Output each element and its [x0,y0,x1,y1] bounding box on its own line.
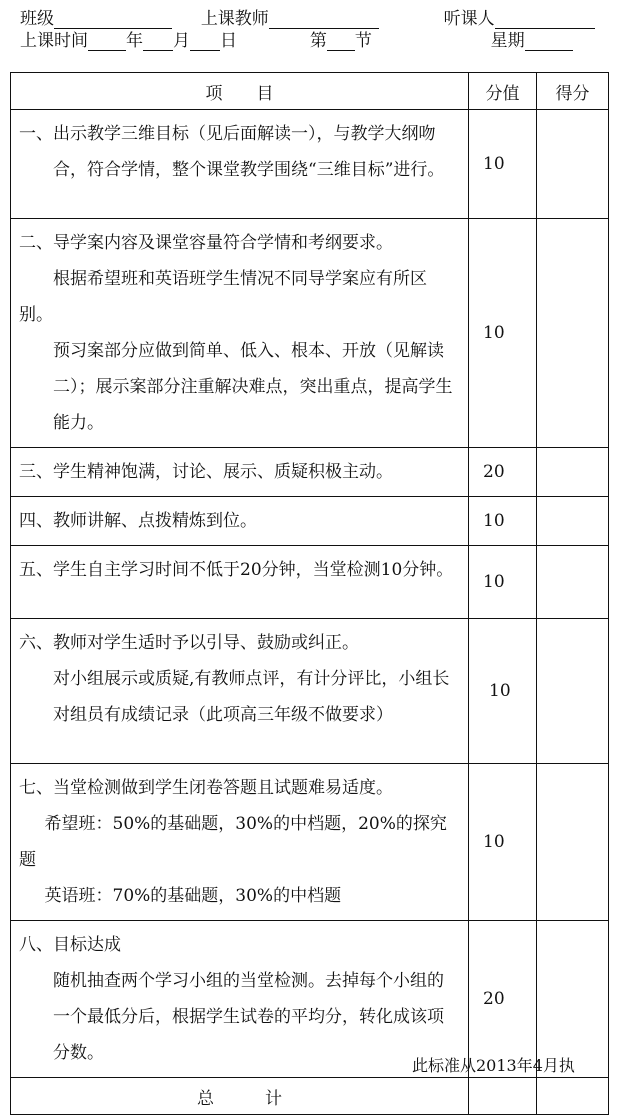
item-text: 七、当堂检测做到学生闭卷答题且试题难易适度。 [19,778,393,798]
teacher-label: 上课教师 [200,9,269,29]
time-label: 上课时间 [20,31,88,51]
score-cell[interactable] [537,219,609,448]
item-text: 三、学生精神饱满，讨论、展示、质疑积极主动。 [19,462,393,482]
listener-label: 听课人 [443,9,495,29]
item-text: 对小组展示或质疑,有教师点评，有计分评比，小组长对组员有成绩记录（此项高三年级不做要求） [53,669,450,725]
total-label: 总 计 [11,1078,469,1115]
table-row [11,110,609,219]
weekday-blank[interactable] [525,32,573,51]
column-header-item: 项 目 [11,73,469,110]
footer-note: 此标准从2013年4月执 [412,1056,575,1075]
score-cell[interactable] [537,497,609,546]
item-text: 八、目标达成 [19,935,121,955]
points-cell: 10 [469,497,537,546]
points-cell: 20 [469,448,537,497]
total-row [11,1078,609,1115]
item-cell [11,921,469,1078]
item-text: 六、教师对学生适时予以引导、鼓励或纠正。 [19,633,359,653]
score-cell[interactable] [537,448,609,497]
scoring-table [10,72,609,1115]
item-text: 根据希望班和英语班学生情况不同导学案应有所区别。 [19,269,427,325]
points-cell: 10 [469,764,537,921]
item-cell [11,619,469,764]
item-cell [11,764,469,921]
total-points-cell[interactable] [469,1078,537,1115]
points-cell: 10 [469,546,537,619]
item-text: 一、出示教学三维目标（见后面解读一），与教学大纲吻合，符合学情，整个课堂教学围绕“三维目标”进行。 [19,124,445,180]
class-label: 班级 [20,9,54,29]
item-text: 随机抽查两个学习小组的当堂检测。去掉每个小组的一个最低分后，根据学生试卷的平均分，转化成该项分数。 [53,971,444,1063]
month-label: 月 [173,31,190,51]
item-text: 预习案部分应做到简单、低入、根本、开放（见解读二）；展示案部分注重解决难点，突出重点，提高学生能力。 [53,341,453,433]
day-blank[interactable] [190,32,220,51]
points-cell: 20 [469,921,537,1078]
item-cell [11,110,469,219]
table-header-row [11,73,609,110]
points-cell: 10 [469,619,537,764]
table-row [11,619,609,764]
weekday-label: 星期 [490,31,525,51]
header-line-2 [20,26,573,51]
points-cell: 10 [469,110,537,219]
item-text: 四、教师讲解、点拨精炼到位。 [19,511,257,531]
total-score-cell[interactable] [537,1078,609,1115]
period-unit: 节 [354,31,372,51]
column-header-points: 分值 [469,73,537,110]
points-cell: 10 [469,219,537,448]
item-cell [11,219,469,448]
score-cell[interactable] [537,619,609,764]
item-text: 希望班：50%的基础题，30%的中档题，20%的探究题 [19,814,447,870]
year-label: 年 [126,31,143,51]
table-row [11,448,609,497]
table-row [11,497,609,546]
table-row [11,219,609,448]
score-cell[interactable] [537,546,609,619]
item-text: 二、导学案内容及课堂容量符合学情和考纲要求。 [19,233,393,253]
period-label: 第 [309,31,327,51]
item-cell [11,448,469,497]
item-text: 英语班：70%的基础题，30%的中档题 [44,886,342,906]
item-cell [11,497,469,546]
table-row [11,546,609,619]
day-label: 日 [220,31,237,51]
table-row [11,764,609,921]
column-header-score: 得分 [537,73,609,110]
item-text: 五、学生自主学习时间不低于20分钟，当堂检测10分钟。 [19,560,454,580]
period-blank[interactable] [327,32,355,51]
score-cell[interactable] [537,764,609,921]
month-blank[interactable] [143,32,173,51]
year-blank[interactable] [88,32,126,51]
item-cell [11,546,469,619]
score-cell[interactable] [537,110,609,219]
